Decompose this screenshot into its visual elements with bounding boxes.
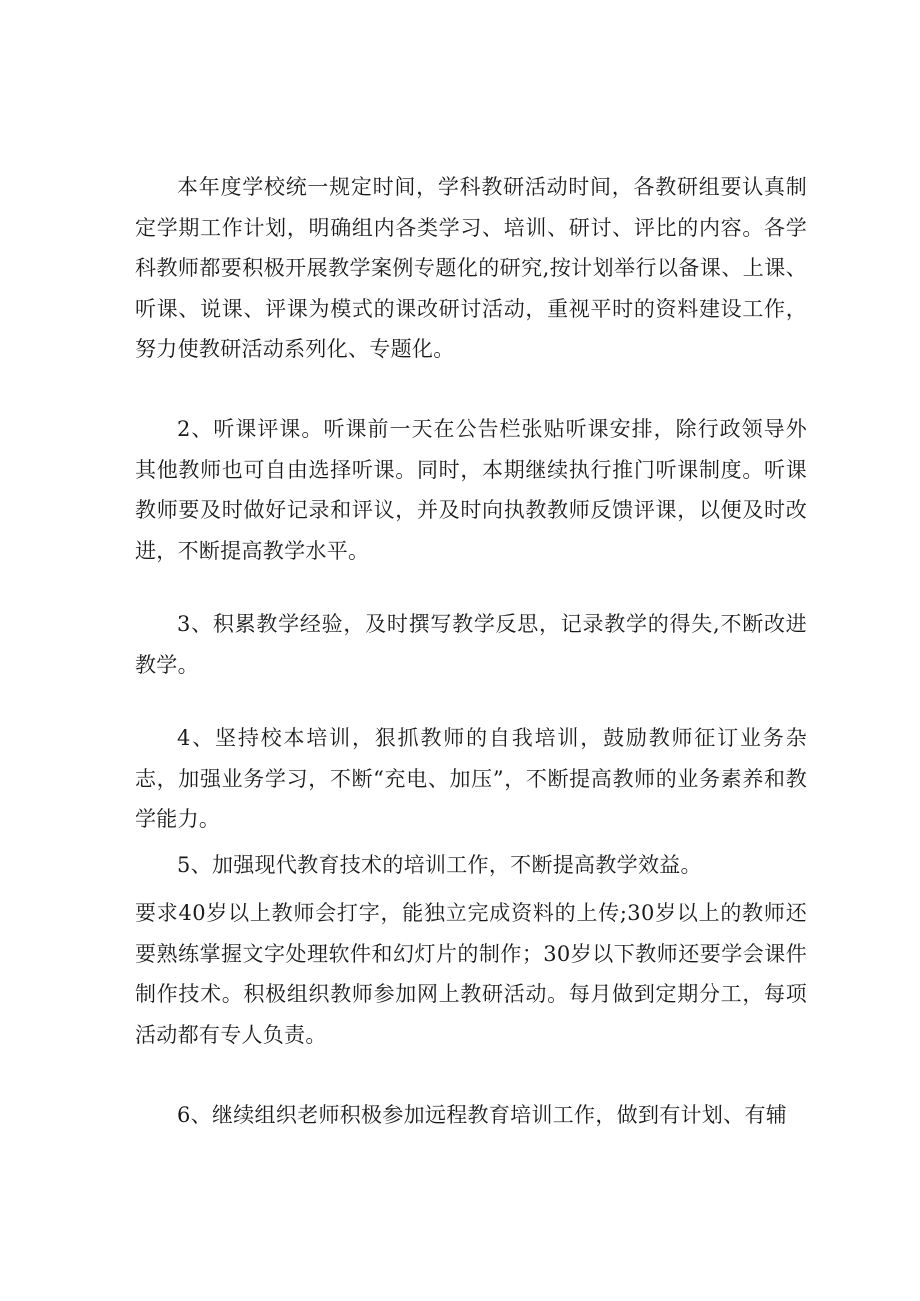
paragraph-education-technology: 5、加强现代教育技术的培训工作，不断提高教学效益。 [177,853,702,877]
paragraph-remote-education: 6、继续组织老师积极参加远程教育培训工作，做到有计划、有辅 [177,1103,788,1127]
paragraph-technology-requirements: 要求40岁以上教师会打字，能独立完成资料的上传;30岁以上的教师还要熟练掌握文字处理软件和幻灯片的制作；30岁以下教师还要学会课件制作技术。积极组织教师参加网上教研活动。每月做到定期分工，每项活动都有专人负责。 [135,901,807,1047]
paragraph-lesson-observation: 2、听课评课。听课前一天在公告栏张贴听课安排，除行政领导外其他教师也可自由选择听课。同时，本期继续执行推门听课制度。听课教师要及时做好记录和评议，并及时向执教教师反馈评课，以便及时改进，不断提高教学水平。 [135,417,807,563]
paragraph-school-based-training: 4、坚持校本培训，狠抓教师的自我培训，鼓励教师征订业务杂志，加强业务学习，不断“充电、加压”，不断提高教师的业务素养和教学能力。 [135,726,807,831]
paragraph-teaching-reflection: 3、积累教学经验，及时撰写教学反思，记录教学的得失,不断改进教学。 [135,612,807,677]
paragraph-teaching-research-plan: 本年度学校统一规定时间，学科教研活动时间，各教研组要认真制定学期工作计划，明确组内各类学习、培训、研讨、评比的内容。各学科教师都要积极开展教学案例专题化的研究,按计划举行以备课、上课、听课、说课、评课为模式的课改研讨活动，重视平时的资料建设工作，努力使教研活动系列化、专题化。 [135,175,807,361]
